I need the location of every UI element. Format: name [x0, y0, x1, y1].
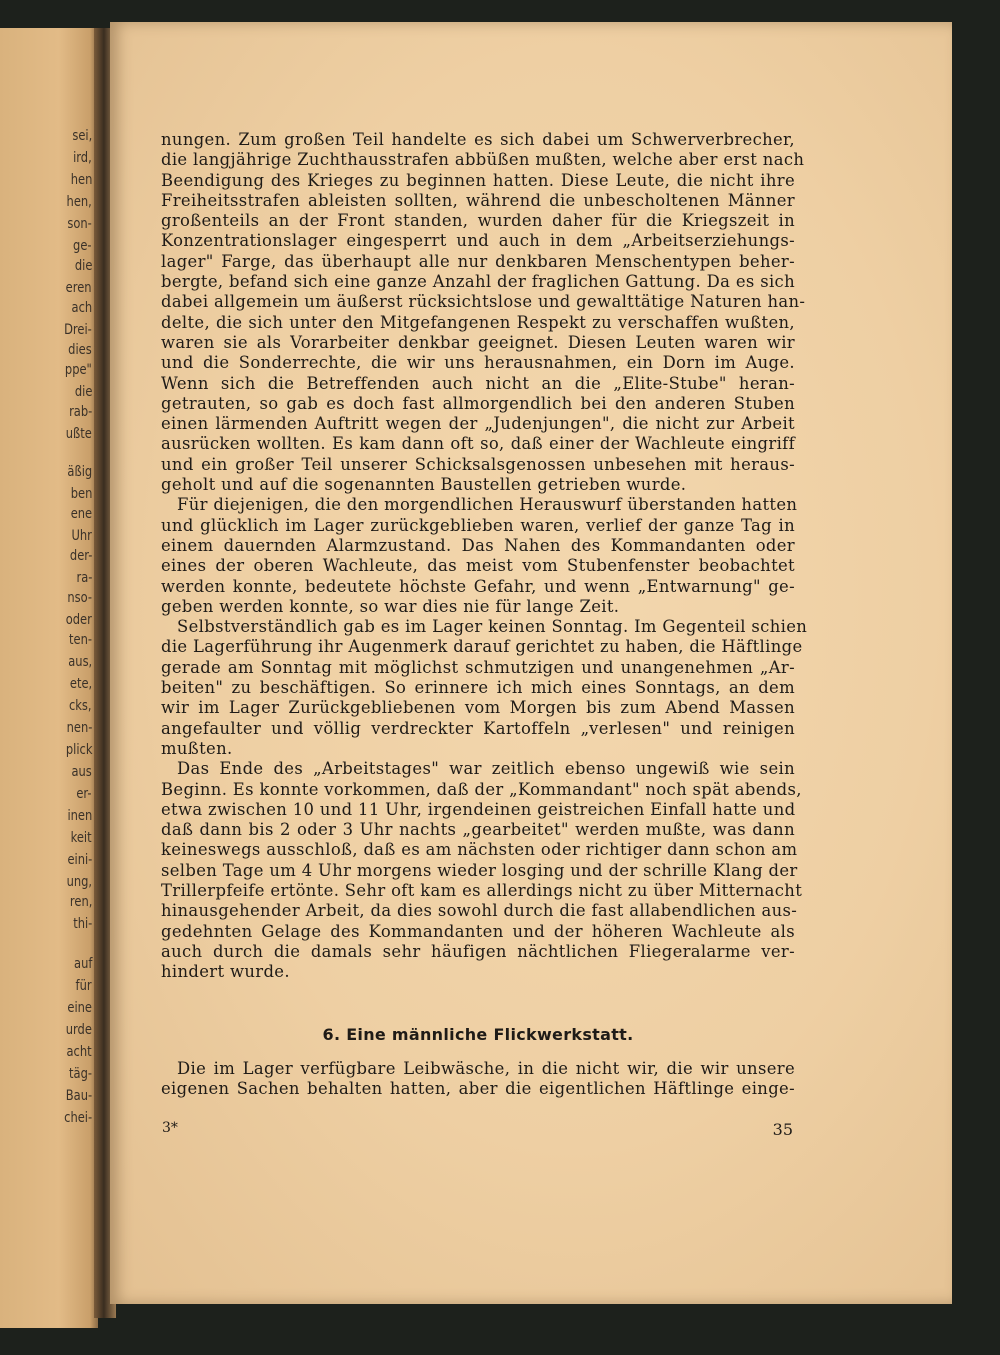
left-margin-fragment: aus, — [68, 654, 92, 670]
text-line: Selbstverständlich gab es im Lager keinen Sonntag. Im Gegenteil schien — [177, 617, 808, 637]
text-line: hinausgehender Arbeit, da dies sowohl durch die fast allabendlichen aus- — [161, 901, 798, 921]
section-heading: 6. Eine männliche Flickwerkstatt. — [322, 1025, 634, 1044]
text-line: geholt und auf die sogenannten Baustellen getrieben wurde. — [161, 475, 687, 495]
text-line: werden konnte, bedeutete höchste Gefahr, und wenn „Entwarnung" ge- — [161, 576, 795, 596]
left-margin-fragment: Uhr — [71, 528, 92, 544]
text-line: auch durch die damals sehr häufigen nächtlichen Fliegeralarme ver- — [161, 941, 795, 961]
text-line: lager" Farge, das überhaupt alle nur denkbaren Menschentypen beher- — [161, 251, 795, 271]
left-margin-fragment: ete, — [69, 676, 92, 692]
left-margin-fragment: ten- — [69, 632, 92, 648]
text-line: Trillerpfeife ertönte. Sehr oft kam es allerdings nicht zu über Mitternacht — [161, 880, 803, 900]
text-line: bergte, befand sich eine ganze Anzahl der fraglichen Gattung. Da es sich — [161, 272, 795, 292]
left-margin-fragment: auf — [73, 956, 92, 972]
left-margin-fragment: ach — [71, 300, 92, 316]
left-margin-fragment: dies — [68, 342, 92, 358]
text-line: wir im Lager Zurückgebliebenen vom Morgen bis zum Abend Massen — [161, 698, 795, 718]
left-margin-fragment: thi- — [72, 916, 92, 932]
left-margin-fragment: ppe" — [65, 362, 92, 378]
text-line: Beendigung des Krieges zu beginnen hatten. Diese Leute, die nicht ihre — [161, 170, 795, 190]
left-margin-fragment: die — [74, 384, 92, 400]
left-margin-fragment: nen- — [66, 720, 92, 736]
text-line: gedehnten Gelage des Kommandanten und der höheren Wachleute als — [161, 921, 795, 941]
left-margin-fragment: hen, — [66, 194, 92, 210]
text-line: eines der oberen Wachleute, das meist vom Stubenfenster beobachtet — [161, 556, 795, 576]
left-margin-fragment: aus — [71, 764, 92, 780]
left-margin-fragment: die — [74, 258, 92, 274]
text-line: delte, die sich unter den Mitgefangenen Respekt zu verschaffen wußten, — [161, 312, 795, 332]
text-line: etwa zwischen 10 und 11 Uhr, irgendeinen geistreichen Einfall hatte und — [161, 799, 796, 819]
left-margin-fragment: ge- — [73, 238, 92, 254]
text-line: Konzentrationslager eingesperrt und auch in dem „Arbeitserziehungs- — [161, 231, 795, 251]
text-line: beiten" zu beschäftigen. So erinnere ich mich eines Sonntags, an dem — [161, 678, 795, 698]
text-line: Die im Lager verfügbare Leibwäsche, in die nicht wir, die wir unsere — [177, 1059, 795, 1078]
text-line: Beginn. Es konnte vorkommen, daß der „Kommandant" noch spät abends, — [161, 779, 802, 799]
left-margin-fragment: hen — [70, 172, 92, 188]
left-margin-fragment: er- — [76, 786, 92, 802]
text-line: angefaulter und völlig verdreckter Kartoffeln „verlesen" und reinigen — [161, 718, 795, 738]
text-line: und ein großer Teil unserer Schicksalsgenossen unbesehen mit heraus- — [161, 454, 795, 474]
page-number: 35 — [772, 1120, 793, 1139]
text-line: eigenen Sachen behalten hatten, aber die eigentlichen Häftlinge einge- — [161, 1079, 795, 1099]
left-margin-fragment: Drei- — [64, 322, 92, 338]
left-margin-fragment: Bau- — [65, 1088, 92, 1104]
left-margin-fragment: acht — [66, 1044, 92, 1060]
text-line: Wenn sich die Betreffenden auch nicht an die „Elite-Stube" heran- — [161, 373, 795, 393]
text-line: getrauten, so gab es doch fast allmorgendlich bei den anderen Stuben — [161, 393, 795, 413]
left-margin-fragment: son- — [67, 216, 92, 232]
text-line: gerade am Sonntag mit möglichst schmutzigen und unangenehmen „Ar- — [161, 657, 795, 677]
left-margin-fragment: ußte — [65, 426, 92, 442]
text-line: waren sie als Vorarbeiter denkbar geeignet. Diesen Leuten waren wir — [161, 332, 795, 352]
left-margin-fragment: ird, — [73, 150, 92, 166]
left-margin-fragment: der- — [69, 548, 92, 564]
text-line: Das Ende des „Arbeitstages" war zeitlich ebenso ungewiß wie sein — [177, 759, 795, 779]
left-margin-fragment: eini- — [67, 852, 92, 868]
left-margin-fragment: urde — [65, 1022, 92, 1038]
left-margin-fragment: für — [75, 978, 92, 994]
text-line: und glücklich im Lager zurückgeblieben waren, verlief der ganze Tag in — [161, 515, 795, 535]
body-text-continued — [161, 1059, 795, 1100]
left-margin-fragment: sei, — [72, 128, 92, 144]
text-line: Freiheitsstrafen ableisten sollten, während die unbescholtenen Männer — [161, 190, 795, 210]
text-line: nungen. Zum großen Teil handelte es sich dabei um Schwerverbrecher, — [161, 130, 795, 149]
text-line: mußten. — [161, 738, 233, 758]
left-margin-fragment: plick — [65, 742, 92, 758]
text-line: ausrücken wollten. Es kam dann oft so, daß einer der Wachleute eingriff — [161, 434, 795, 454]
left-margin-fragment: äßig — [67, 464, 92, 480]
text-line: Für diejenigen, die den morgendlichen Herauswurf überstanden hatten — [177, 495, 798, 515]
left-margin-fragment: keit — [71, 830, 92, 846]
left-margin-fragment: nso- — [67, 590, 92, 606]
text-line: daß dann bis 2 oder 3 Uhr nachts „gearbeitet" werden mußte, was dann — [161, 820, 795, 840]
text-line: und die Sonderrechte, die wir uns herausnahmen, ein Dorn im Auge. — [161, 353, 795, 373]
text-line: keineswegs ausschloß, daß es am nächsten oder richtiger dann schon am — [161, 840, 798, 860]
left-margin-fragment: eine — [67, 1000, 92, 1016]
left-margin-fragment: chei- — [64, 1110, 92, 1126]
left-margin-fragment: cks, — [69, 698, 92, 714]
text-line: die langjährige Zuchthausstrafen abbüßen mußten, welche aber erst nach — [161, 150, 805, 170]
text-line: großenteils an der Front standen, wurden daher für die Kriegszeit in — [161, 211, 795, 231]
left-margin-fragment: täg- — [69, 1066, 92, 1082]
text-line: selben Tage um 4 Uhr morgens wieder losging und der schrille Klang der — [161, 860, 798, 880]
signature-mark: 3* — [162, 1120, 178, 1136]
left-margin-fragment: ung, — [66, 874, 92, 890]
left-margin-fragment: eren — [66, 280, 92, 296]
left-margin-fragment: ene — [70, 506, 92, 522]
left-margin-fragment: rab- — [68, 404, 92, 420]
text-line: geben werden konnte, so war dies nie für lange Zeit. — [161, 596, 620, 616]
left-page — [0, 28, 98, 1328]
left-margin-fragment: ren, — [69, 894, 92, 910]
left-margin-fragment: ben — [70, 486, 92, 502]
text-line: dabei allgemein um äußerst rücksichtslose und gewalttätige Naturen han- — [161, 292, 806, 312]
left-margin-fragment: ra- — [76, 570, 92, 586]
text-line: einen lärmenden Auftritt wegen der „Judenjungen", die nicht zur Arbeit — [161, 414, 795, 434]
text-line: hindert wurde. — [161, 962, 290, 982]
text-line: einem dauernden Alarmzustand. Das Nahen des Kommandanten oder — [161, 535, 795, 555]
body-text — [161, 130, 808, 982]
left-margin-fragment: oder — [65, 612, 92, 628]
text-line: die Lagerführung ihr Augenmerk darauf gerichtet zu haben, die Häftlinge — [161, 637, 803, 657]
left-margin-fragment: inen — [67, 808, 92, 824]
